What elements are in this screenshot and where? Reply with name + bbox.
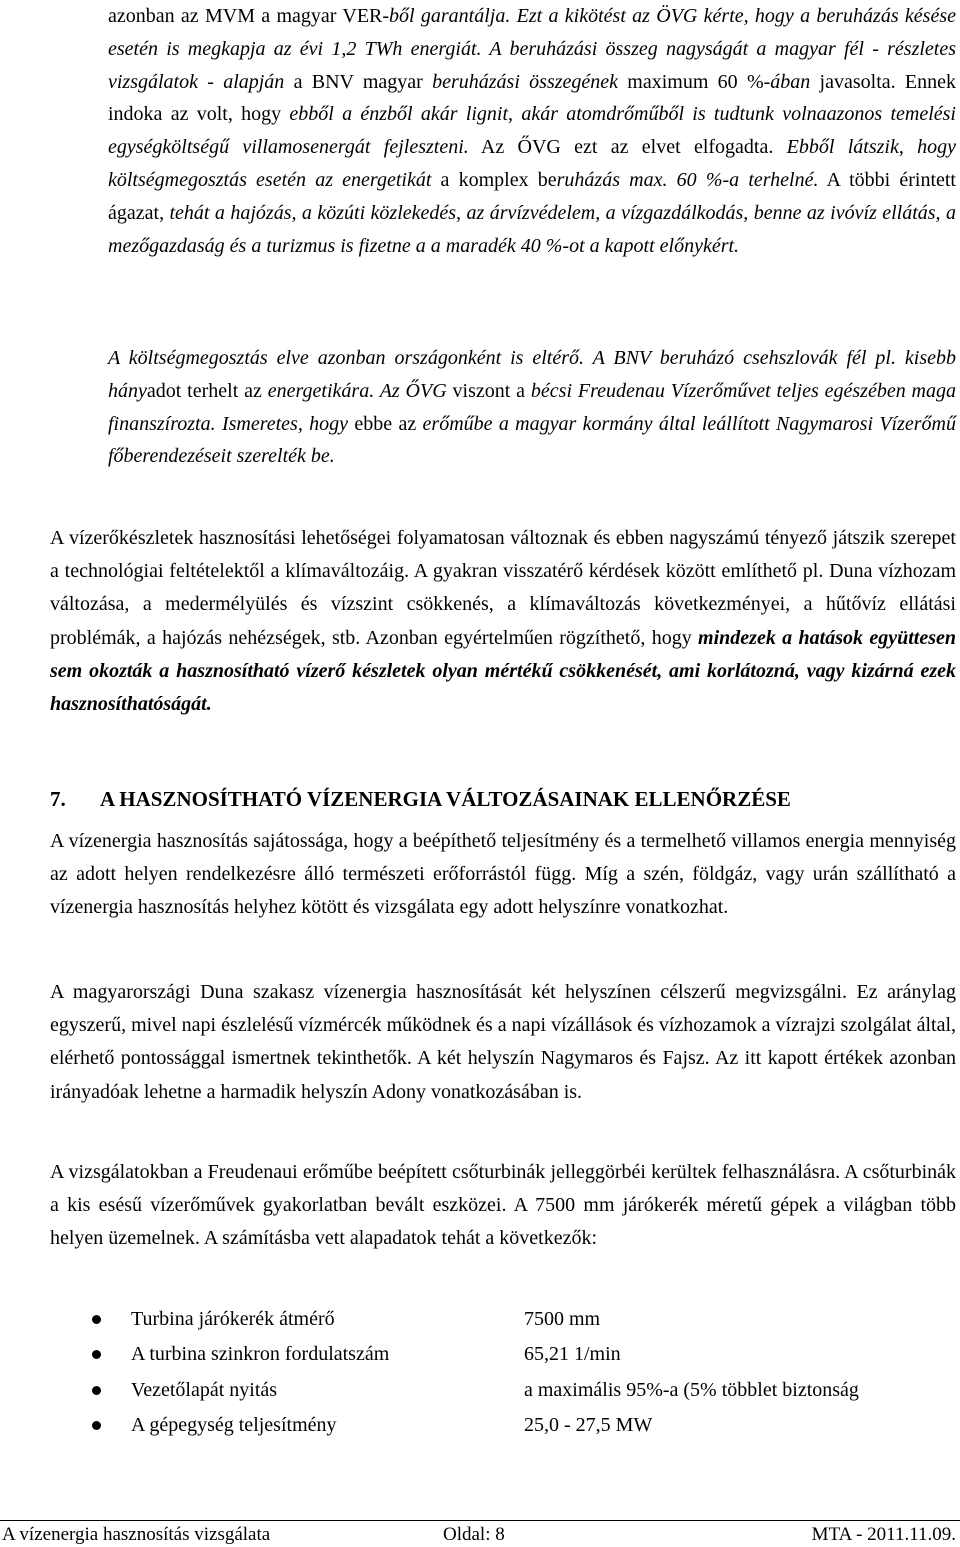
- paragraph-1: [108, 0, 956, 262]
- text-segment: adot terhelt az: [146, 379, 262, 402]
- section-heading: [50, 784, 956, 814]
- footer-date: MTA - 2011.11.09.: [811, 1524, 956, 1545]
- text-segment: -ában: [763, 70, 811, 93]
- parameter-value: a maximális 95%-a (5% többlet biztonság: [524, 1378, 859, 1401]
- list-item: [0, 1373, 960, 1408]
- text-segment: viszont a: [446, 379, 531, 402]
- parameter-label: A turbina szinkron fordulatszám: [131, 1343, 390, 1366]
- text-segment: A többi érintett ágazat,: [108, 168, 956, 224]
- parameter-value: 25,0 - 27,5 MW: [524, 1414, 653, 1437]
- bullet-icon: [92, 1315, 101, 1324]
- parameter-value: 65,21 1/min: [524, 1343, 621, 1366]
- paragraph-4: A vízenergia hasznosítás sajátossága, hogy a beépíthető teljesítmény és a termelhető villamos energia mennyiség az adott helyen rendelkezésre álló természeti erőforrástól függ. Míg a szén, földgáz, vagy urán szállítható a vízenergia hasznosítás helyhez kötött és vizsgálata egy adott helyszínre vonatkozhat.: [50, 830, 956, 919]
- heading-text: A HASZNOSÍTHATÓ VÍZENERGIA VÁLTOZÁSAINAK ELLENŐRZÉSE: [100, 787, 791, 811]
- list-item: [0, 1337, 960, 1372]
- emphasis-text: mindezek a hatások: [698, 626, 863, 649]
- text-segment: javasolta. Ennek indoka az volt, hogy: [108, 70, 957, 126]
- footer-title: A vízenergia hasznosítás vizsgálata: [2, 1524, 271, 1545]
- text-segment: azonban az MVM a magyar VER-: [108, 5, 390, 27]
- text-segment: tehát a hajózás, a közúti közlekedés, az árvízvédelem, a vízgazdálkodás, benne az ivóvíz ellátás, a mezőgazdaság és a turizmus is fizetne a a maradék 40 %-ot a kapott előnykért.: [108, 201, 956, 257]
- parameter-value: 7500 mm: [524, 1308, 601, 1330]
- parameter-label: A gépegység teljesítmény: [131, 1414, 337, 1437]
- text-segment: Ismeretes, hogy: [215, 412, 349, 435]
- list-item: [0, 1302, 960, 1337]
- text-segment: ruházás max. 60 %-a terhelné.: [556, 168, 819, 191]
- text-segment: Ebből látszik, hogy költségmegosztás esetén az: [108, 136, 956, 191]
- text-segment: A vízerőkészletek hasznosítási lehetőségei folyamatosan változnak és ebben nagyszámú tényező játszik szerepet a technológiai feltételektől a klímaváltozáig. A gyakran visszatérő kérdések között említhető pl. Duna vízhozam változása, a medermélyülés és vízszint csökkenés, a klímaváltozás következményei, a hűtővíz ellátási problémák, a hajózás nehézségek, stb. Azonban egyértelműen rögzíthető, hogy: [50, 527, 956, 649]
- bullet-icon: [92, 1386, 101, 1395]
- text-segment: bécsi Freudenau Vízerőművet teljes egészében maga finanszírozta.: [108, 379, 956, 435]
- paragraph-5: A magyarországi Duna szakasz vízenergia hasznosítását két helyszínen célszerű megvizsgálni. Ez aránylag egyszerű, mivel napi észlelésű vízmércék működnek és a napi vízállások és vízhozamok a vízrajzi szolgálat által, elérhető pontossággal ismertnek tekinthetők. A két helyszín Nagymaros és Fajsz. Az itt kapott értékek azonban irányadóak lehetne a harmadik helyszín Adony vonatkozásában is.: [50, 981, 956, 1103]
- text-segment: energetikát: [332, 168, 432, 191]
- list-item: [0, 1408, 960, 1443]
- text-segment: energetikára.: [261, 379, 375, 402]
- text-segment: ebből a énzből akár lignit, akár atomdrőműből is tudtunk volnaazonos temelési egységköltségű villamosenergát fejleszteni.: [108, 103, 956, 159]
- parameter-label: Vezetőlapát nyitás: [131, 1378, 278, 1401]
- text-segment: A költségmegosztás elve azonban országonként is eltérő. A BNV beruházó csehszlovák fél pl. kisebb hány: [108, 347, 956, 402]
- emphasis-text: együttesen sem okozták a hasznosítható vízerő készletek olyan mértékű csökkenését, ami korlátozná, vagy kizárná ezek hasznosíthatóságát.: [50, 626, 956, 716]
- heading-number: 7.: [50, 787, 66, 811]
- page-number: Oldal: 8: [443, 1524, 505, 1545]
- text-segment: erőműbe a magyar kormány által leállított Nagymarosi Vízerőmű főberendezéseit szerelték be.: [108, 412, 956, 468]
- paragraph-2: [108, 342, 956, 473]
- text-segment: Az ŐVG ezt az elvet elfogadta.: [468, 136, 787, 159]
- text-segment: a komplex be: [431, 168, 557, 191]
- text-segment: ebbe az: [348, 412, 423, 435]
- text-segment: a BNV magyar: [284, 70, 433, 93]
- parameter-list: [0, 1302, 960, 1444]
- text-segment: beruházási összegének: [432, 70, 619, 93]
- text-segment: maximum 60 %: [618, 70, 764, 93]
- paragraph-3: [50, 522, 956, 721]
- bullet-icon: [92, 1350, 101, 1359]
- parameter-label: Turbina járókerék átmérő: [131, 1308, 335, 1330]
- text-segment: ből garantálja. Ezt a kikötést az ÖVG kérte, hogy a beruházás késése esetén is megkapja az évi 1,2 TWh energiát. A beruházási összeg nagyságát a magyar fél - részletes vizsgálatok - alapján: [108, 5, 956, 93]
- paragraph-6: A vizsgálatokban a Freudenaui erőműbe beépített csőturbinák jelleggörbéi kerültek felhasználásra. A csőturbinák a kis esésű vízerőművek gyakorlatban bevált eszközei. A 7500 mm járókerék méretű gépek a világban több helyen üzemelnek. A számításba vett alapadatok tehát a következők:: [50, 1161, 956, 1250]
- text-segment: Az ŐVG: [374, 379, 447, 402]
- page-footer: [0, 1520, 960, 1546]
- bullet-icon: [92, 1421, 101, 1430]
